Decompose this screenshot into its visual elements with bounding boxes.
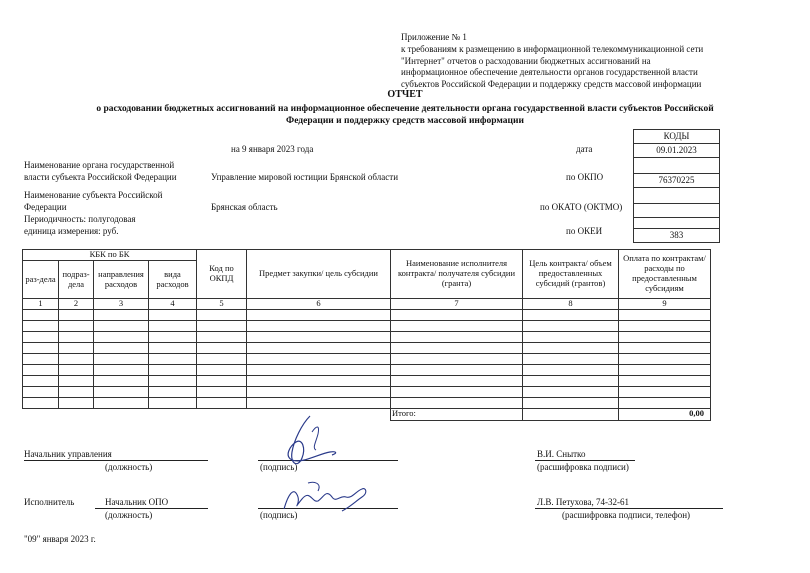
col-vida: вида расходов <box>149 261 197 299</box>
col-ispoln: Наименование исполнителя контракта/ получателя субсидии (гранта) <box>391 250 523 299</box>
col-okpd: Код по ОКПД <box>197 250 247 299</box>
executor-name: Л.В. Петухова, 74-32-61 <box>537 497 629 507</box>
report-subtitle-1: о расходовании бюджетных ассигнований на информационное обеспечение деятельности органа государственной власти субъектов Российской <box>96 104 714 114</box>
org-label-2: власти субъекта Российской Федерации <box>24 172 177 182</box>
head-name-line <box>535 460 635 461</box>
col-number: 1 <box>23 299 59 310</box>
col-razdel: раз-дела <box>23 261 59 299</box>
table-row <box>23 386 711 397</box>
unit-of-measure: единица измерения: руб. <box>24 226 119 236</box>
executor-position-caption: (должность) <box>105 510 153 520</box>
report-title: ОТЧЕТ <box>387 89 423 100</box>
signature-date: "09" января 2023 г. <box>24 534 96 544</box>
col-predmet: Предмет закупки/ цель субсидии <box>247 250 391 299</box>
appendix-line-4: информационное обеспечение деятельности органов государственной власти <box>401 67 698 77</box>
table-row <box>23 342 711 353</box>
executor-name-line <box>535 508 723 509</box>
appendix-line-5: субъектов Российской Федерации и поддержку средств массовой информации <box>401 79 702 89</box>
head-position-label: Начальник управления <box>24 449 112 459</box>
report-date: на 9 января 2023 года <box>231 144 314 154</box>
kbk-header: КБК по БК <box>23 250 197 261</box>
total-label: Итого: <box>391 408 523 420</box>
table-row <box>23 353 711 364</box>
col-number: 2 <box>59 299 94 310</box>
col-number: 6 <box>247 299 391 310</box>
codes-date-value: 09.01.2023 <box>634 144 720 158</box>
head-position-caption: (должность) <box>105 462 153 472</box>
codes-okato-value <box>634 204 720 218</box>
codes-okei-value: 383 <box>634 229 720 243</box>
executor-sign-caption: (подпись) <box>260 510 298 520</box>
executor-position-line <box>95 508 208 509</box>
col-number: 5 <box>197 299 247 310</box>
subject-label-2: Федерации <box>24 202 67 212</box>
col-number: 4 <box>149 299 197 310</box>
head-name-caption: (расшифровка подписи) <box>537 462 629 472</box>
head-name: В.И. Снытко <box>537 449 586 459</box>
table-row <box>23 309 711 320</box>
col-oplata: Оплата по контрактам/расходы по предоставленным субсидиям <box>619 250 711 299</box>
codes-okpo-value: 76370225 <box>634 174 720 188</box>
col-number: 9 <box>619 299 711 310</box>
col-number: 3 <box>94 299 149 310</box>
codes-table <box>633 129 720 243</box>
col-number: 7 <box>391 299 523 310</box>
codes-okei-label: по ОКЕИ <box>566 226 603 236</box>
total-value: 0,00 <box>619 408 711 420</box>
col-napr: направления расходов <box>94 261 149 299</box>
periodicity: Периодичность: полугодовая <box>24 214 136 224</box>
codes-okato-label: по ОКАТО (ОКТМО) <box>540 202 623 212</box>
table-row <box>23 375 711 386</box>
col-podrazdel: подраз-дела <box>59 261 94 299</box>
table-row <box>23 364 711 375</box>
subject-label-1: Наименование субъекта Российской <box>24 190 163 200</box>
codes-date-label: дата <box>576 144 593 154</box>
subject-value: Брянская область <box>211 202 278 212</box>
expenditure-table <box>22 249 711 421</box>
codes-header: КОДЫ <box>634 130 720 144</box>
table-row <box>23 397 711 408</box>
executor-signature <box>278 475 378 519</box>
executor-name-caption: (расшифровка подписи, телефон) <box>562 510 691 520</box>
head-signature <box>272 412 342 474</box>
table-row <box>23 320 711 331</box>
appendix-line-2: к требованиям к размещению в информационной телекоммуникационной сети <box>401 44 704 54</box>
appendix-line-3: "Интернет" отчетов о расходовании бюджетных ассигнований на <box>401 56 651 66</box>
executor-position: Начальник ОПО <box>105 497 169 507</box>
org-value: Управление мировой юстиции Брянской области <box>211 172 399 182</box>
head-position-line <box>24 460 208 461</box>
table-row <box>23 331 711 342</box>
org-label-1: Наименование органа государственной <box>24 160 175 170</box>
report-subtitle-2: Федерации и поддержку средств массовой информации <box>286 116 524 126</box>
col-number: 8 <box>523 299 619 310</box>
total-row <box>23 408 711 420</box>
codes-okpo-label: по ОКПО <box>566 172 604 182</box>
executor-label: Исполнитель <box>24 497 75 507</box>
head-sign-caption: (подпись) <box>260 462 298 472</box>
col-cel: Цель контракта/ объем предоставленных субсидий (грантов) <box>523 250 619 299</box>
appendix-line-1: Приложение № 1 <box>401 32 467 42</box>
